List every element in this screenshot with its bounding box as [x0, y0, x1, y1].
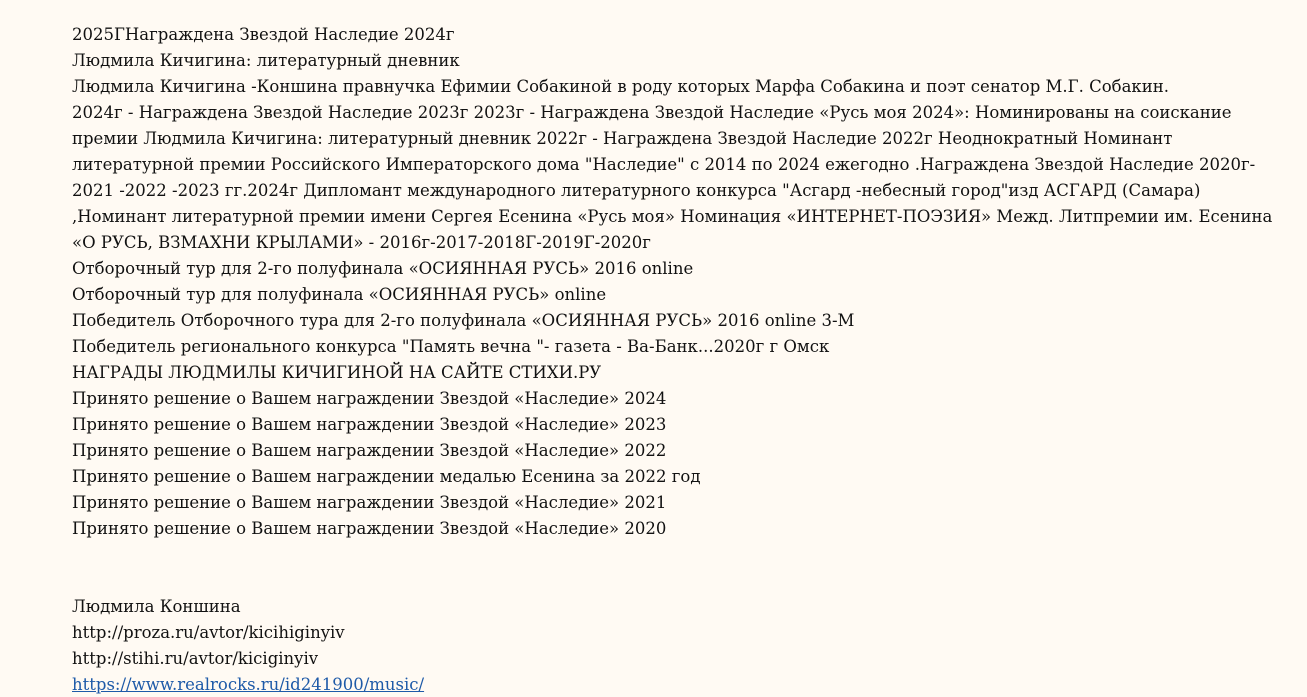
winner-selection-round-line: Победитель Отборочного тура для 2-го полуфинала «ОСИЯННАЯ РУСЬ» 2016 online 3-М — [72, 311, 855, 330]
awards-heading: НАГРАДЫ ЛЮДМИЛЫ КИЧИГИНОЙ НА САЙТЕ СТИХИ.РУ — [72, 363, 602, 382]
award-decision-2024: Принято решение о Вашем награждении Звездой «Наследие» 2024 — [72, 389, 667, 408]
award-decision-2023: Принято решение о Вашем награждении Звездой «Наследие» 2023 — [72, 415, 667, 434]
realrocks-link[interactable]: https://www.realrocks.ru/id241900/music/ — [72, 675, 425, 694]
selection-round-2016-line: Отборочный тур для 2-го полуфинала «ОСИЯННАЯ РУСЬ» 2016 online — [72, 259, 694, 278]
winner-regional-contest-line: Победитель регионального конкурса "Память вечна "- газета - Ва-Банк...2020г г Омск — [72, 337, 830, 356]
selection-round-line: Отборочный тур для полуфинала «ОСИЯННАЯ РУСЬ» online — [72, 285, 607, 304]
award-decision-esenin-medal: Принято решение о Вашем награждении медалью Есенина за 2022 год — [72, 467, 701, 486]
award-decision-2020: Принято решение о Вашем награждении Звездой «Наследие» 2020 — [72, 519, 667, 538]
diary-title-line: Людмила Кичигина: литературный дневник — [72, 51, 460, 70]
proza-url-text: http://proza.ru/avtor/kicihiginyiv — [72, 623, 345, 642]
stihi-url-text: http://stihi.ru/avtor/kiciginyiv — [72, 649, 319, 668]
spacer — [72, 542, 1277, 594]
lineage-line: Людмила Кичигина -Коншина правнучка Ефимии Собакиной в роду которых Марфа Собакина и поэт сенатор М.Г. Собакин. — [72, 77, 1169, 96]
award-decision-2022: Принято решение о Вашем награждении Звездой «Наследие» 2022 — [72, 441, 667, 460]
signature-name: Людмила Коншина — [72, 597, 241, 616]
realrocks-link-line — [72, 672, 1277, 697]
award-decision-2021: Принято решение о Вашем награждении Звездой «Наследие» 2021 — [72, 493, 667, 512]
awards-paragraph: 2024г - Награждена Звездой Наследие 2023г 2023г - Награждена Звездой Наследие «Русь моя 2024»: Номинированы на соискание премии Людмила Кичигина: литературный дневник 2022г - Награждена Звездой Наследие 2022г Неоднократный Номинант литературной премии Российского Императорского дома "Наследие" с 2014 по 2024 ежегодно .Награждена Звездой Наследие 2020г- 2021 -2022 -2023 гг.2024г Дипломант международного литературного конкурса "Асгард -небесный город"изд АСГАРД (Самара) ,Номинант литературной премии имени Сергея Есенина «Русь моя» Номинация «ИНТЕРНЕТ-ПОЭЗИЯ» Межд. Литпремии им. Есенина «О РУСЬ, ВЗМАХНИ КРЫЛАМИ» - 2016г-2017-2018Г-2019Г-2020г — [72, 103, 1273, 252]
award-2025-line: 2025ГНаграждена Звездой Наследие 2024г — [72, 25, 455, 44]
